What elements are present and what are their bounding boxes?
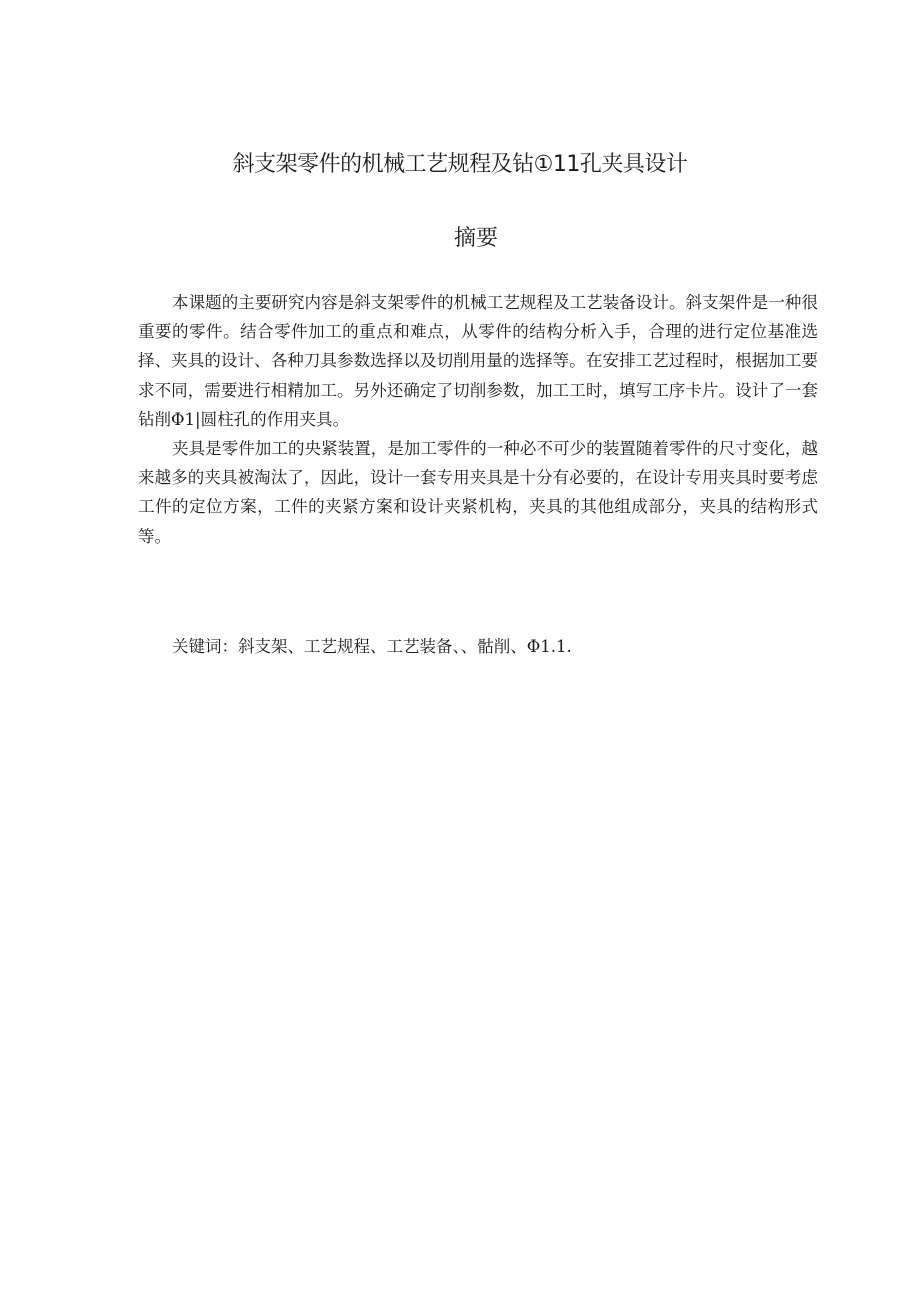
abstract-paragraph-2: 夹具是零件加工的央紧装置，是加工零件的一种必不可少的装置随着零件的尺寸变化，越来越多的夹具被淘汰了，因此，设计一套专用夹具是十分有必要的，在设计专用夹具时要考虑工件的定位方案，工件的夹紧方案和设计夹紧机构，夹具的其他组成部分，夹具的结构形式等。 bbox=[138, 439, 818, 546]
abstract-body bbox=[138, 288, 818, 551]
abstract-heading: 摘要 bbox=[453, 226, 498, 251]
keywords-line: 关键词：斜支架、工艺规程、工艺装备、、骷削、Φ1.1. bbox=[172, 637, 572, 656]
abstract-paragraph-1: 本课题的主要研究内容是斜支架零件的机械工艺规程及工艺装备设计。斜支架件是一种很重要的零件。结合零件加工的重点和难点，从零件的结构分析入手，合理的进行定位基准选择、夹具的设计、各种刀具参数选择以及切削用量的选择等。在安排工艺过程时，根据加工要求不同，需要进行相精加工。另外还确定了切削参数，加工工时，填写工序卡片。设计了一套钻削Φ1|圆柱孔的作用夹具。 bbox=[138, 293, 818, 429]
document-title: 斜支架零件的机械工艺规程及钻①11孔夹具设计 bbox=[232, 152, 688, 177]
